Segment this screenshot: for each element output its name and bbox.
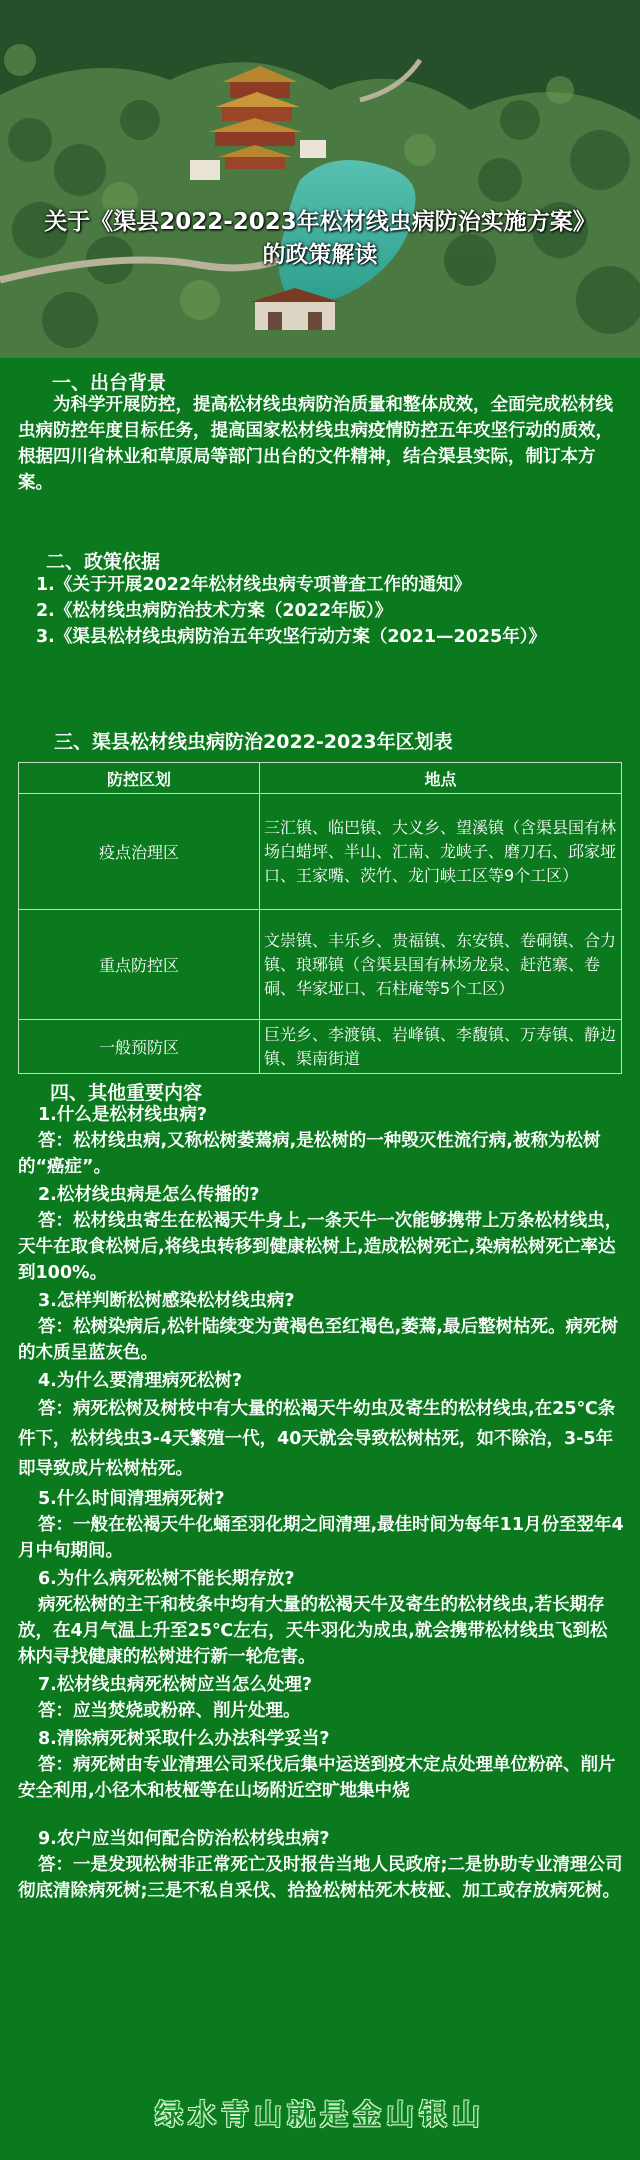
qa-answer: 答：病死松树及树枝中有大量的松褐天牛幼虫及寄生的松材线虫,在25℃条件下，松材线虫3-4天繁殖一代，40天就会导致松树枯死，如不除治，3-5年即导致成片松树枯死。 [18, 1399, 616, 1479]
qa-answer: 答：病死树由专业清理公司采伐后集中运送到疫木定点处理单位粉碎、削片安全利用,小径木和枝桠等在山场附近空旷地集中烧 [18, 1755, 616, 1801]
zoning-table [18, 762, 622, 1074]
section1-paragraph: 为科学开展防控，提高松材线虫病防治质量和整体成效，全面完成松材线虫病防控年度目标任务，提高国家松材线虫病疫情防控五年攻坚行动的质效，根据四川省林业和草原局等部门出台的文件精神，结合渠县实际，制订本方案。 [18, 395, 613, 493]
policy-basis-item: 2.《松材线虫病防治技术方案（2022年版）》 [36, 601, 393, 621]
table-header-place: 地点 [260, 763, 622, 794]
section1-body [18, 392, 624, 496]
qa-answer: 病死松树的主干和枝条中均有大量的松褐天牛及寄生的松材线虫,若长期存放，在4月气温上升至25℃左右，天牛羽化为成虫,就会携带松材线虫飞到松林内寻找健康的松树进行新一轮危害。 [18, 1595, 608, 1667]
table-cell-place: 文崇镇、丰乐乡、贵福镇、东安镇、卷硐镇、合力镇、琅琊镇（含渠县国有林场龙泉、赶范寨、卷硐、华家垭口、石柱庵等5个工区） [260, 910, 622, 1020]
policy-basis-item: 1.《关于开展2022年松材线虫病专项普查工作的通知》 [36, 575, 472, 595]
table-row [19, 910, 622, 1020]
qa-answer: 答：一般在松褐天牛化蛹至羽化期之间清理,最佳时间为每年11月份至翌年4月中旬期间。 [18, 1515, 624, 1561]
table-cell-zone: 重点防控区 [19, 910, 260, 1020]
page-title [0, 206, 640, 272]
table-row [19, 1020, 622, 1074]
table-cell-place: 巨光乡、李渡镇、岩峰镇、李馥镇、万寿镇、静边镇、渠南街道 [260, 1020, 622, 1074]
qa-answer: 答：松材线虫寄生在松褐天牛身上,一条天牛一次能够携带上万条松材线虫，天牛在取食松树后,将线虫转移到健康松树上,造成松树死亡,染病松树死亡率达到100%。 [18, 1211, 623, 1283]
qa-list [18, 1102, 624, 1906]
qa-answer: 答：一是发现松树非正常死亡及时报告当地人民政府;二是协助专业清理公司彻底清除病死树;三是不私自采伐、拾捡松树枯死木枝桠、加工或存放病死树。 [18, 1855, 623, 1901]
section4-heading: 四、其他重要内容 [50, 1082, 203, 1104]
table-cell-zone: 一般预防区 [19, 1020, 260, 1074]
qa-answer: 答：松材线虫病,又称松树萎蔫病,是松树的一种毁灭性流行病,被称为松树的“癌症”。 [18, 1131, 601, 1177]
footer-slogan: 绿水青山就是金山银山 [154, 2098, 485, 2131]
hero-scene [0, 0, 640, 358]
policy-basis-item: 3.《渠县松材线虫病防治五年攻坚行动方案（2021—2025年）》 [36, 627, 546, 647]
qa-question: 3.怎样判断松树感染松材线虫病? [38, 1291, 295, 1311]
qa-question: 8.清除病死树采取什么办法科学妥当? [38, 1729, 330, 1749]
forest-temple-scene [0, 0, 640, 358]
table-cell-zone: 疫点治理区 [19, 794, 260, 910]
table-header-zone: 防控区划 [19, 763, 260, 794]
qa-question: 6.为什么病死松树不能长期存放? [38, 1569, 295, 1589]
page-title-line2: 的政策解读 [262, 242, 378, 268]
qa-question: 4.为什么要清理病死松树? [38, 1371, 242, 1391]
qa-question: 7.松材线虫病死松树应当怎么处理? [38, 1675, 312, 1695]
table-header-row [19, 763, 622, 794]
page-title-line1: 关于《渠县2022-2023年松材线虫病防治实施方案》 [44, 209, 596, 235]
qa-answer: 答：应当焚烧或粉碎、削片处理。 [38, 1701, 301, 1721]
qa-question: 2.松材线虫病是怎么传播的? [38, 1185, 260, 1205]
table-cell-place: 三汇镇、临巴镇、大义乡、望溪镇（含渠县国有林场白蜡坪、半山、汇南、龙峡子、磨刀石、邱家垭口、王家嘴、茨竹、龙门峡工区等9个工区） [260, 794, 622, 910]
qa-answer: 答：松树染病后,松针陆续变为黄褐色至红褐色,萎蔫,最后整树枯死。病死树的木质呈蓝灰色。 [18, 1317, 618, 1363]
section3-heading: 三、渠县松材线虫病防治2022-2023年区划表 [54, 731, 453, 753]
table-row [19, 794, 622, 910]
qa-question: 5.什么时间清理病死树? [38, 1489, 225, 1509]
section2-heading: 二、政策依据 [46, 551, 161, 573]
qa-question: 9.农户应当如何配合防治松材线虫病? [38, 1829, 330, 1849]
qa-question: 1.什么是松材线虫病? [38, 1105, 207, 1125]
policy-basis-list [36, 572, 626, 650]
section1-heading: 一、出台背景 [52, 372, 167, 394]
